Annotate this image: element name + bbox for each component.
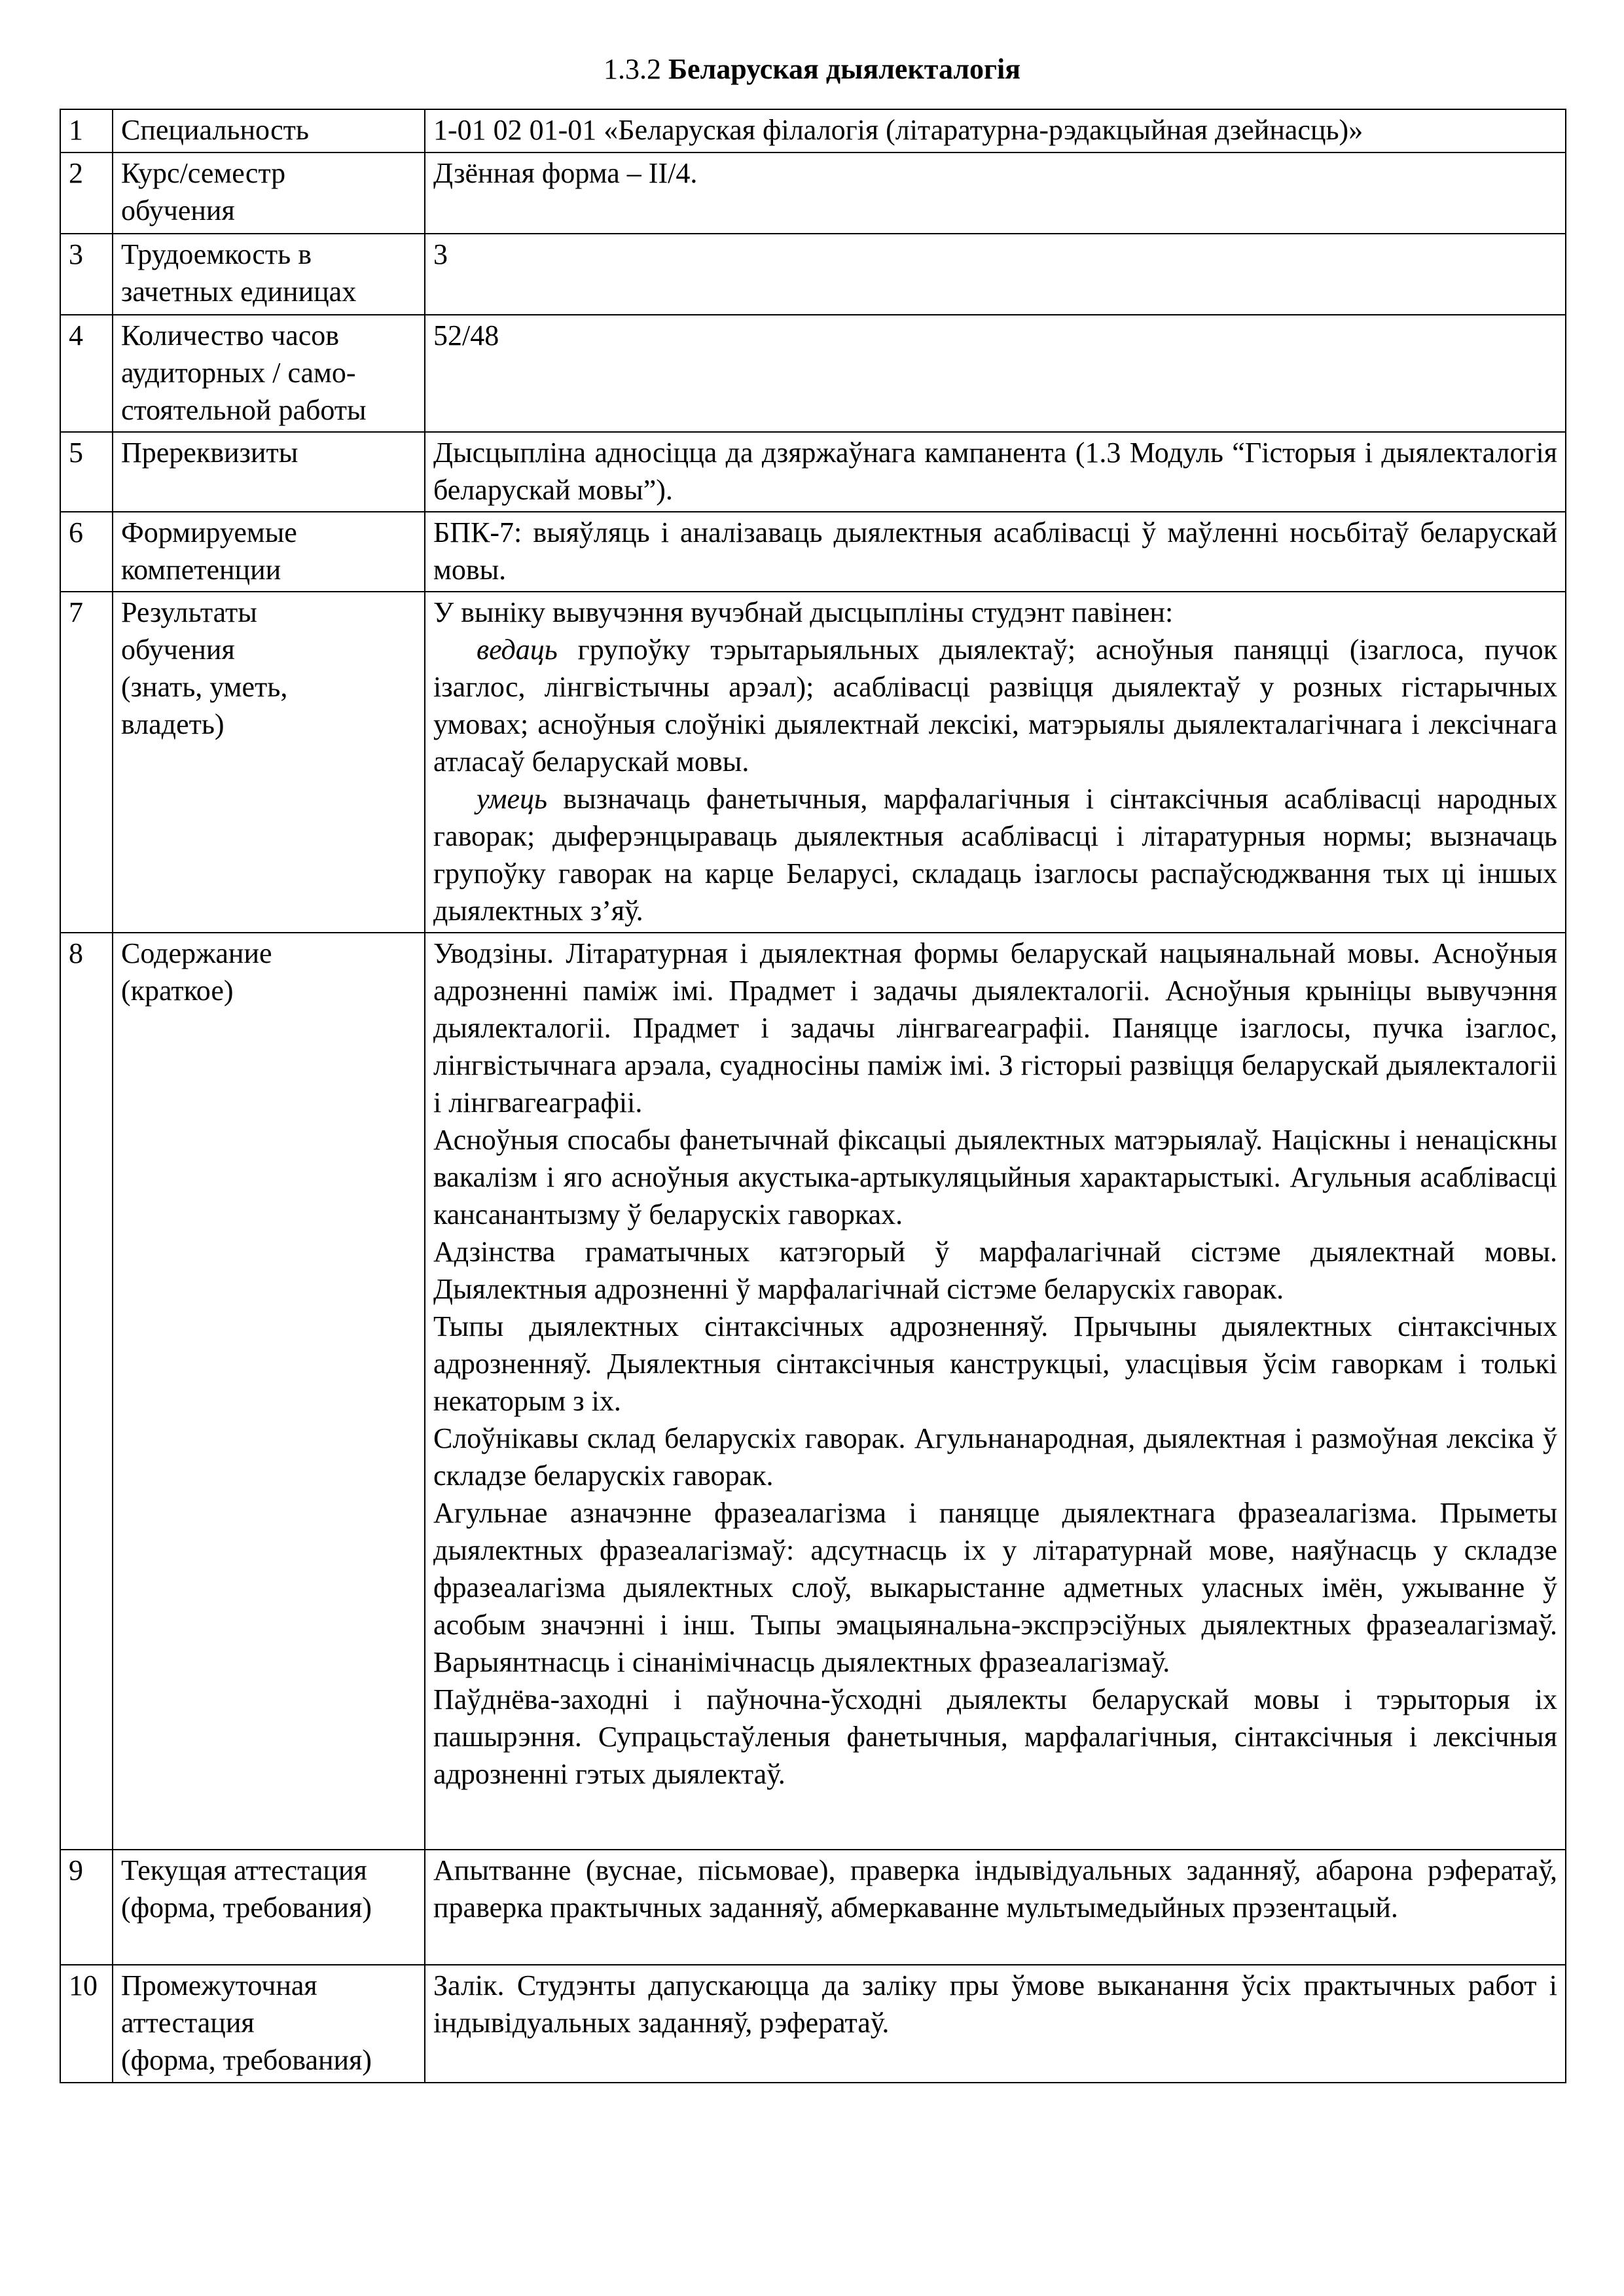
row-content: 52/48 (425, 315, 1566, 432)
row-content: Дысцыпліна адносіцца да дзяржаўнага кампанента (1.3 Модуль “Гісторыя і дыялекталогія беларускай мовы”). (425, 432, 1566, 512)
table-row (60, 1850, 1566, 1965)
row-label: Текущая аттестация (форма, требования) (113, 1850, 425, 1965)
row-label: Формируемые компетенции (113, 512, 425, 592)
row-number: 9 (60, 1850, 113, 1965)
title-text: Беларуская дыялекталогія (668, 53, 1021, 85)
row-label: Пререквизиты (113, 432, 425, 512)
row-label: Курс/семестр обучения (113, 152, 425, 234)
row-content (425, 933, 1566, 1850)
learning-intro: У выніку вывучэння вучэбнай дысцыпліны студэнт павінен: (433, 596, 1174, 628)
row-content: БПК-7: выяўляць і аналізаваць дыялектныя асаблівасці ў маўленні носьбітаў беларускай мовы. (425, 512, 1566, 592)
content-paragraph: Слоўнікавы склад беларускіх гаворак. Агульнанародная, дыялектная і размоўная лексіка ў складзе беларускіх гаворак. (433, 1422, 1557, 1492)
content-paragraph: Агульнае азначэнне фразеалагізма і паняцце дыялектнага фразеалагізма. Прыметы дыялектных фразеалагізмаў: адсутнасць іх у літаратурнай мове, наяўнасць у складзе фразеалагізма дыялектных слоў, выкарыстанне адметных уласных імён, ужыванне ў асобым значэнні і інш. Тыпы эмацыянальна-экспрэсіўных дыялектных фразеалагізмаў. Варыянтнасць і сінанімічнасць дыялектных фразеалагізмаў. (433, 1497, 1557, 1678)
row-number: 5 (60, 432, 113, 512)
content-paragraph: Паўднёва-заходні і паўночна-ўсходні дыялекты беларускай мовы і тэрыторыя іх пашырэння. Супрацьстаўленыя фанетычныя, марфалагічныя, сінтаксічныя і лексічныя адрозненні гэтых дыялектаў. (433, 1683, 1557, 1790)
table-row (60, 592, 1566, 933)
course-table (60, 109, 1566, 2083)
row-number: 8 (60, 933, 113, 1850)
content-paragraph: Асноўныя спосабы фанетычнай фіксацыі дыялектных матэрыялаў. Націскны і ненаціскны вакалізм і яго асноўныя акустыка-артыкуляцыйныя характарыстыкі. Агульныя асаблівасці кансанантызму ў беларускіх гаворках. (433, 1124, 1557, 1230)
row-label: Трудоемкость в зачетных единицах (113, 234, 425, 315)
row-label: Промежуточная аттестация (форма, требования) (113, 1965, 425, 2083)
learning-know: ведаць групоўку тэрытарыяльных дыялектаў; асноўныя паняцці (ізаглоса, пучок ізаглос, лінгвістычны арэал); асаблівасці развіцця дыялектаў у розных гістарычных умовах; асноўныя слоўнікі дыялектнай лексікі, матэрыялы дыялекталагічнага і лексічнага атласаў беларускай мовы. (433, 634, 1557, 778)
content-paragraph: Тыпы дыялектных сінтаксічных адрозненняў. Прычыны дыялектных сінтаксічных адрозненняў. Дыялектныя сінтаксічныя канструкцыі, уласцівыя ўсім гаворкам і толькі некаторым з іх. (433, 1310, 1557, 1417)
row-content: Дзённая форма – ІІ/4. (425, 152, 1566, 234)
title-number: 1.3.2 (603, 53, 661, 85)
row-content: Апытванне (вуснае, пісьмовае), праверка індывідуальных заданняў, абарона рэфератаў, праверка практычных заданняў, абмеркаванне мультымедыйных прэзентацый. (425, 1850, 1566, 1965)
row-number: 6 (60, 512, 113, 592)
row-label: Специальность (113, 109, 425, 152)
row-content (425, 592, 1566, 933)
table-row (60, 152, 1566, 234)
table-row (60, 234, 1566, 315)
content-paragraph: Уводзіны. Літаратурная і дыялектная формы беларускай нацыянальнай мовы. Асноўныя адрозненні паміж імі. Прадмет і задачы дыялекталогіі. Асноўныя крыніцы вывучэння дыялекталогіі. Прадмет і задачы лінгвагеаграфіі. Паняцце ізаглосы, пучка ізаглос, лінгвістычнага арэала, суадносіны паміж імі. З гісторыі развіцця беларускай дыялекталогіі і лінгвагеаграфіі. (433, 937, 1557, 1119)
table-row (60, 933, 1566, 1850)
row-number: 3 (60, 234, 113, 315)
table-row (60, 315, 1566, 432)
page-title (0, 51, 1624, 88)
row-label: Количество часов аудиторных / само- стоятельной работы (113, 315, 425, 432)
row-number: 4 (60, 315, 113, 432)
row-content: Залік. Студэнты дапускаюцца да заліку пры ўмове выканання ўсіх практычных работ і індывідуальных заданняў, рэфератаў. (425, 1965, 1566, 2083)
content-paragraph: Адзінства граматычных катэгорый ў марфалагічнай сістэме дыялектнай мовы. Дыялектныя адрозненні ў марфалагічнай сістэме беларускіх гаворак. (433, 1236, 1557, 1305)
row-content: 3 (425, 234, 1566, 315)
row-content: 1-01 02 01-01 «Беларуская філалогія (літаратурна-рэдакцыйная дзейнасць)» (425, 109, 1566, 152)
row-number: 7 (60, 592, 113, 933)
table-row (60, 512, 1566, 592)
row-label: Результаты обучения (знать, уметь, владеть) (113, 592, 425, 933)
row-label: Содержание (краткое) (113, 933, 425, 1850)
row-number: 1 (60, 109, 113, 152)
learning-can: умець вызначаць фанетычныя, марфалагічныя і сінтаксічныя асаблівасці народных гаворак; дыферэнцыраваць дыялектныя асаблівасці і літаратурныя нормы; вызначаць групоўку гаворак на карце Беларусі, складаць ізаглосы распаўсюджвання тых ці іншых дыялектных з’яў. (433, 783, 1557, 927)
table-row (60, 109, 1566, 152)
row-number: 2 (60, 152, 113, 234)
table-row (60, 432, 1566, 512)
row-number: 10 (60, 1965, 113, 2083)
table-row (60, 1965, 1566, 2083)
